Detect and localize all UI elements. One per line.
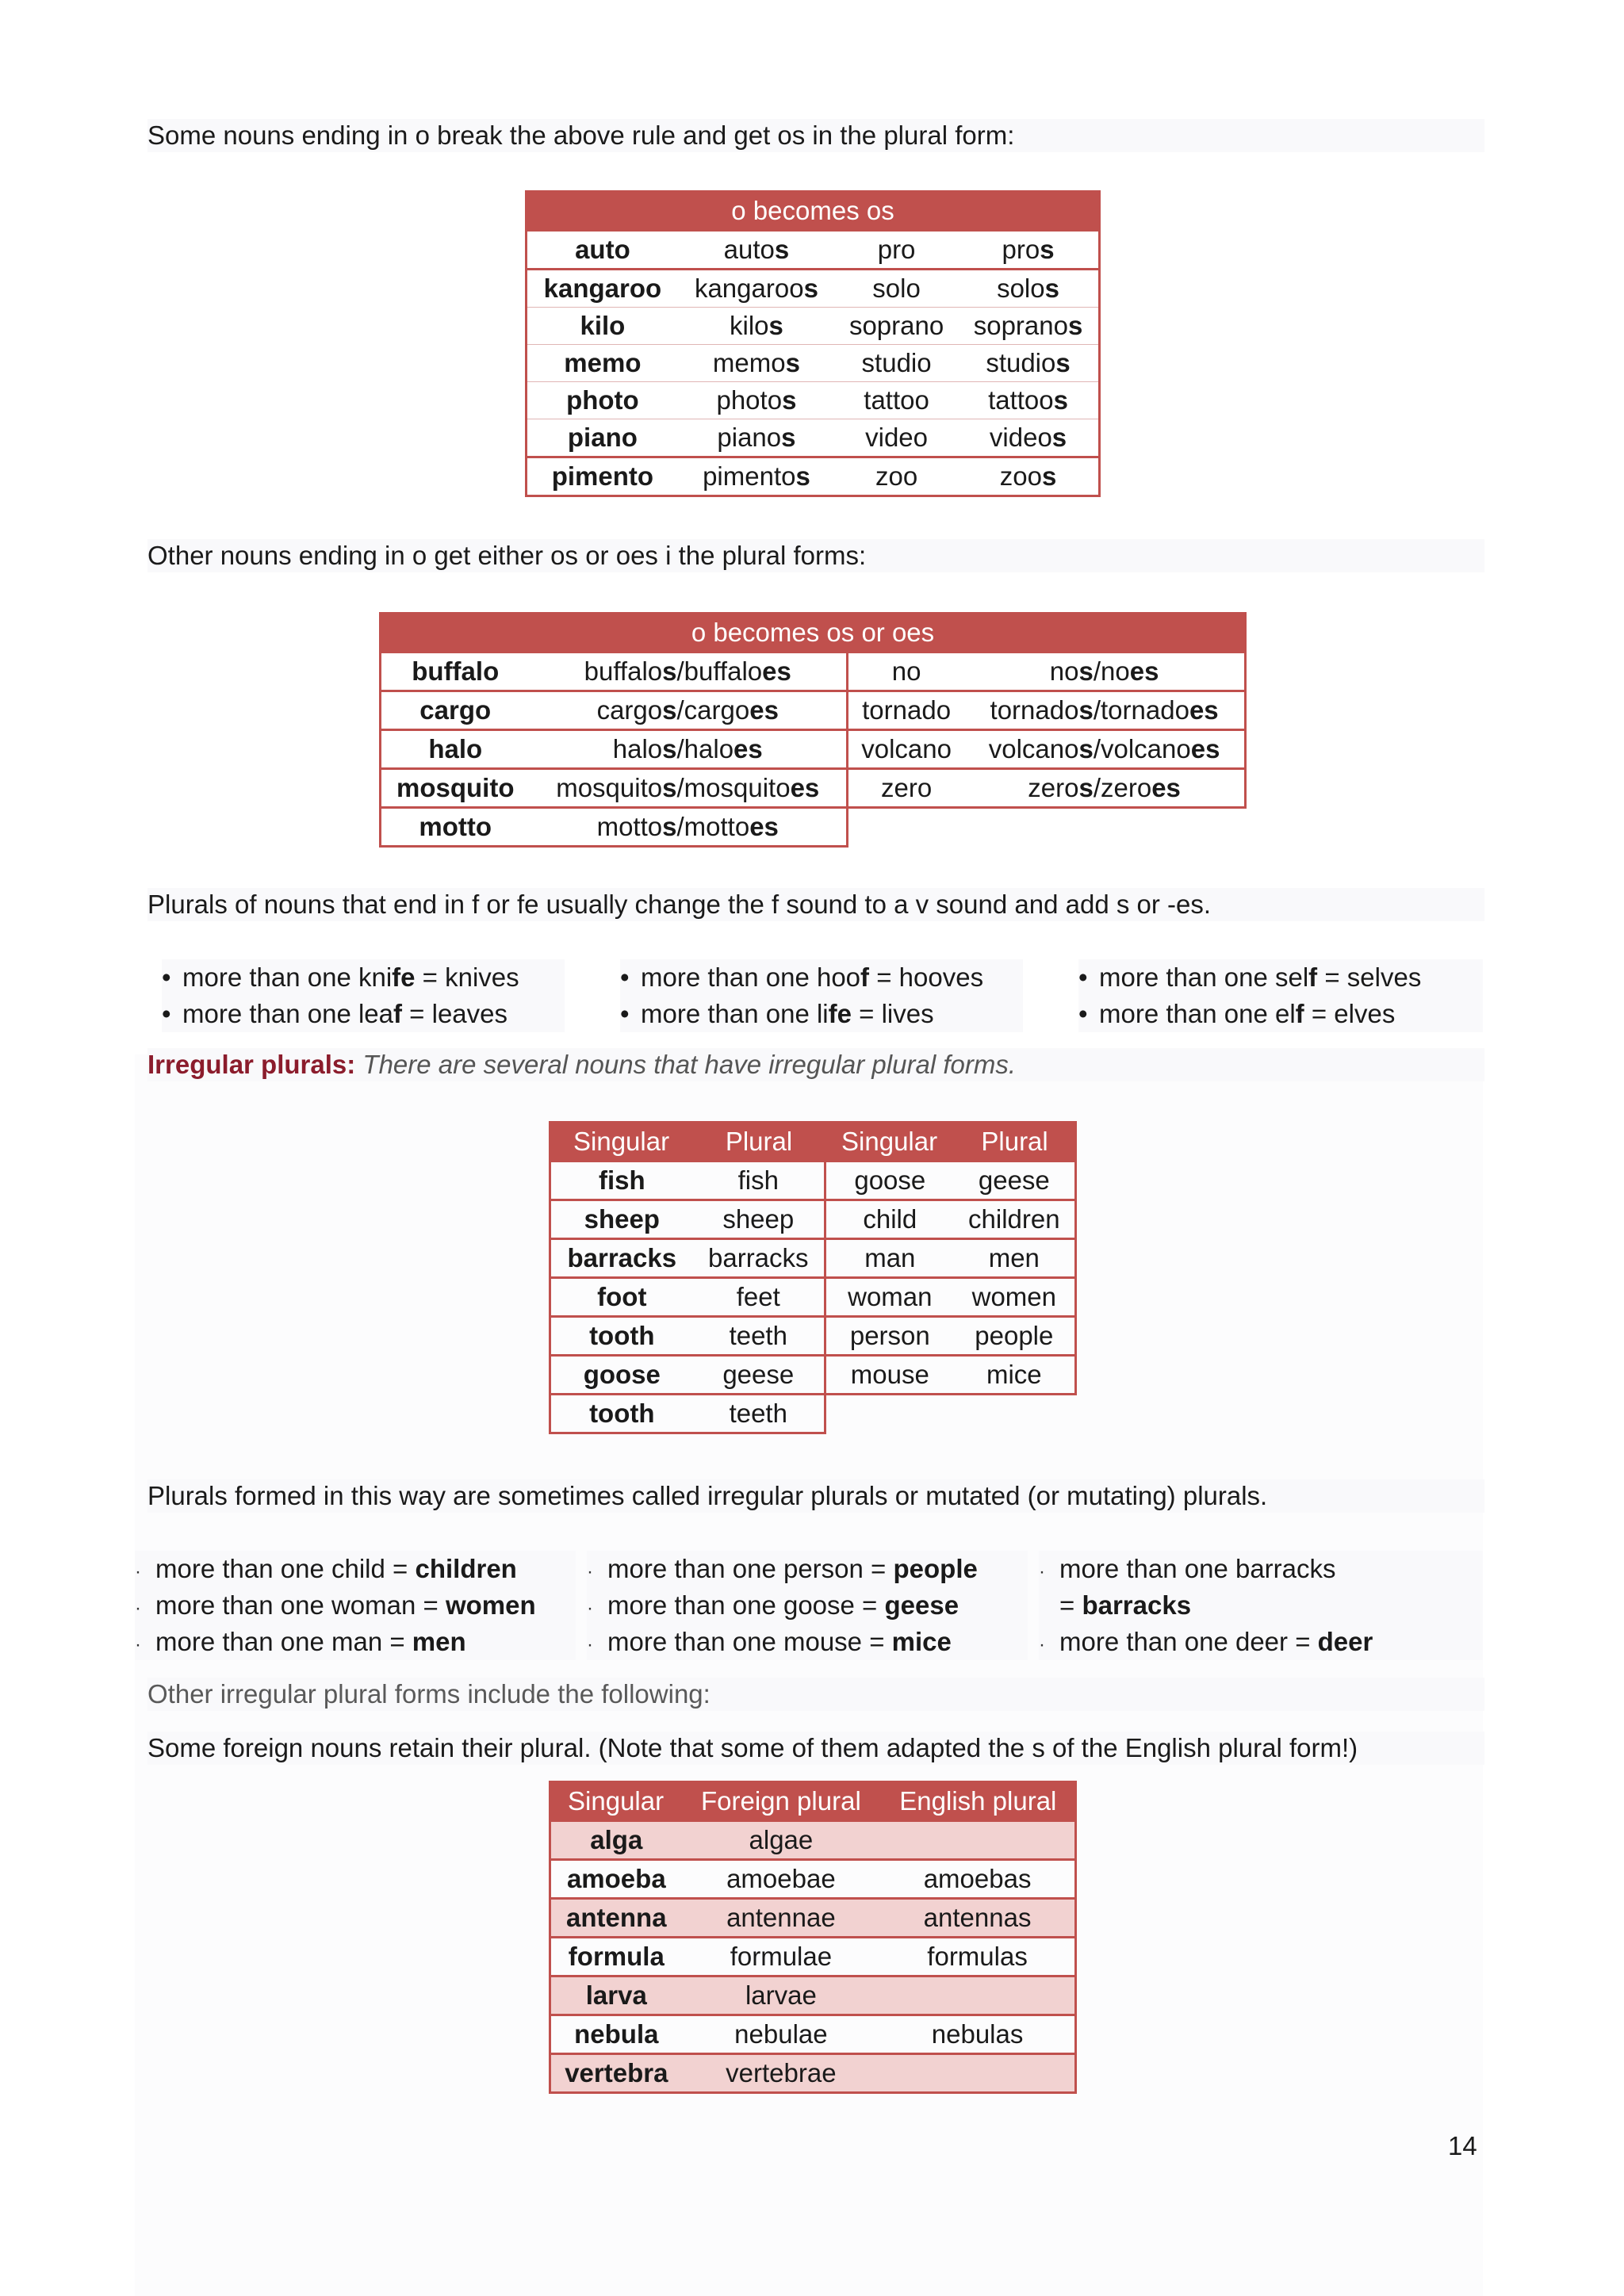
- plural-stem: soprano: [973, 311, 1068, 340]
- plural-ending: s: [1040, 235, 1055, 264]
- foreign-plural-cell: antennae: [682, 1899, 881, 1938]
- bullet-list-f-col3: [1078, 959, 1483, 1032]
- table-row: [550, 1239, 1076, 1278]
- table-row: [550, 1938, 1076, 1976]
- plural-ending: s: [662, 773, 677, 802]
- plural-cell: [529, 769, 847, 808]
- plural-stem: pro: [1002, 235, 1040, 264]
- plural-cell: geese: [954, 1161, 1076, 1200]
- plural-stem: halo: [612, 734, 663, 763]
- table-row: [550, 1860, 1076, 1899]
- singular-cell: buffalo: [381, 652, 530, 691]
- table-row: [381, 769, 1246, 808]
- plural-stem: tornado: [1101, 695, 1189, 725]
- plural-cell: [964, 769, 1245, 808]
- plural-cell: teeth: [693, 1317, 825, 1356]
- plural-cell: children: [954, 1200, 1076, 1239]
- singular-cell: child: [825, 1200, 953, 1239]
- plural-stem: tornado: [990, 695, 1079, 725]
- paragraph-mutated: Plurals formed in this way are sometimes called irregular plurals or mutated (or mutating) plurals.: [147, 1479, 1484, 1513]
- plural-cell: barracks: [693, 1239, 825, 1278]
- list-item: · more than one barracks: [1039, 1554, 1336, 1583]
- bullet-list-f-col1: [162, 959, 565, 1032]
- table-row: [550, 1395, 1076, 1433]
- plural-cell: [964, 691, 1245, 730]
- plural-ending: s: [662, 695, 677, 725]
- singular-cell: foot: [550, 1278, 693, 1317]
- column-header: Plural: [954, 1123, 1076, 1161]
- plural-cell: [958, 382, 1099, 419]
- plural-ending: es: [1151, 773, 1181, 802]
- irregular-plurals-heading: [147, 1048, 1484, 1081]
- plural-stem: tattoo: [988, 385, 1054, 415]
- singular-cell: volcano: [848, 730, 965, 769]
- plural-ending: es: [1190, 734, 1220, 763]
- plural-separator: /: [1093, 734, 1101, 763]
- singular-cell: pimento: [527, 457, 678, 496]
- plural-stem: mosquito: [684, 773, 791, 802]
- table-row: [381, 808, 1246, 847]
- plural-ending: s: [662, 734, 677, 763]
- table-o-becomes-os-or-oes: [379, 612, 1247, 848]
- singular-cell: formula: [550, 1938, 682, 1976]
- plural-separator: /: [1093, 773, 1101, 802]
- table-row: [527, 345, 1100, 382]
- plural-stem: volcano: [988, 734, 1079, 763]
- singular-cell: kangaroo: [527, 270, 678, 308]
- plural-ending: es: [749, 812, 779, 841]
- table-row: [550, 1899, 1076, 1938]
- singular-cell: piano: [527, 419, 678, 457]
- plural-ending: es: [1189, 695, 1219, 725]
- plural-separator: /: [676, 812, 684, 841]
- plural-cell: [958, 270, 1099, 308]
- table-row: [527, 270, 1100, 308]
- plural-cell: [678, 419, 835, 457]
- singular-cell: tooth: [550, 1395, 693, 1433]
- foreign-plural-cell: nebulae: [682, 2015, 881, 2054]
- singular-cell: antenna: [550, 1899, 682, 1938]
- plural-separator: /: [676, 773, 684, 802]
- singular-cell: goose: [550, 1356, 693, 1395]
- list-item: · more than one man = men: [135, 1627, 466, 1656]
- plural-cell: men: [954, 1239, 1076, 1278]
- plural-stem: volcano: [1101, 734, 1191, 763]
- list-item: • more than one leaf = leaves: [162, 999, 508, 1028]
- plural-cell: [958, 457, 1099, 496]
- foreign-plural-cell: amoebae: [682, 1860, 881, 1899]
- plural-ending: s: [1067, 311, 1083, 340]
- table-row: [527, 457, 1100, 496]
- plural-stem: kangaroo: [694, 274, 804, 303]
- plural-ending: s: [803, 274, 818, 303]
- singular-cell: man: [825, 1239, 953, 1278]
- page-number: 14: [1448, 2131, 1477, 2160]
- list-item: · more than one child = children: [135, 1554, 517, 1583]
- plural-cell: teeth: [693, 1395, 825, 1433]
- table-foreign-plurals: [549, 1781, 1077, 2094]
- singular-cell: barracks: [550, 1239, 693, 1278]
- singular-cell: alga: [550, 1821, 682, 1860]
- plural-stem: zoo: [999, 461, 1042, 491]
- plural-separator: /: [676, 734, 684, 763]
- plural-stem: photo: [716, 385, 783, 415]
- plural-cell: [958, 419, 1099, 457]
- english-plural-cell: antennas: [880, 1899, 1075, 1938]
- plural-cell: [678, 457, 835, 496]
- table-row: [550, 1200, 1076, 1239]
- singular-cell: zoo: [835, 457, 958, 496]
- plural-ending: s: [1078, 734, 1094, 763]
- plural-stem: kilo: [730, 311, 769, 340]
- plural-cell: sheep: [693, 1200, 825, 1239]
- plural-stem: video: [989, 423, 1052, 452]
- plural-ending: s: [1053, 385, 1068, 415]
- empty-cell: [825, 1395, 953, 1433]
- plural-ending: s: [785, 348, 800, 377]
- plural-separator: /: [676, 656, 684, 686]
- list-item: • more than one elf = elves: [1078, 999, 1396, 1028]
- bullet-list-mutated-col3: [1039, 1551, 1483, 1660]
- plural-stem: cargo: [684, 695, 750, 725]
- singular-cell: tattoo: [835, 382, 958, 419]
- table-row: [381, 652, 1246, 691]
- singular-cell: solo: [835, 270, 958, 308]
- plural-stem: motto: [684, 812, 750, 841]
- singular-cell: tooth: [550, 1317, 693, 1356]
- foreign-plural-cell: vertebrae: [682, 2054, 881, 2093]
- singular-cell: sheep: [550, 1200, 693, 1239]
- plural-cell: [529, 808, 847, 847]
- plural-ending: s: [1078, 656, 1094, 686]
- plural-stem: no: [1049, 656, 1079, 686]
- singular-cell: halo: [381, 730, 530, 769]
- irregular-label: Irregular plurals:: [147, 1050, 356, 1079]
- singular-cell: woman: [825, 1278, 953, 1317]
- singular-cell: larva: [550, 1976, 682, 2015]
- singular-cell: auto: [527, 231, 678, 270]
- plural-cell: people: [954, 1317, 1076, 1356]
- list-item: · more than one woman = women: [135, 1590, 536, 1620]
- list-item: • more than one self = selves: [1078, 962, 1422, 992]
- table-row: [381, 730, 1246, 769]
- plural-cell: mice: [954, 1356, 1076, 1395]
- plural-cell: [678, 270, 835, 308]
- singular-cell: zero: [848, 769, 965, 808]
- plural-ending: es: [762, 656, 791, 686]
- plural-cell: [678, 345, 835, 382]
- singular-cell: photo: [527, 382, 678, 419]
- singular-cell: amoeba: [550, 1860, 682, 1899]
- plural-stem: buffalo: [584, 656, 663, 686]
- plural-ending: es: [749, 695, 779, 725]
- plural-ending: s: [768, 311, 783, 340]
- singular-cell: motto: [381, 808, 530, 847]
- list-item: · more than one mouse = mice: [587, 1627, 952, 1656]
- intro-paragraph-3: Plurals of nouns that end in f or fe usually change the f sound to a v sound and add s or -es.: [147, 888, 1484, 921]
- bullet-list-mutated-col2: [587, 1551, 1028, 1660]
- plural-cell: feet: [693, 1278, 825, 1317]
- plural-stem: auto: [723, 235, 775, 264]
- plural-cell: [529, 652, 847, 691]
- singular-cell: tornado: [848, 691, 965, 730]
- table-row: [550, 1278, 1076, 1317]
- table-header: o becomes os or oes: [381, 614, 1246, 652]
- plural-cell: [958, 345, 1099, 382]
- plural-cell: [964, 730, 1245, 769]
- singular-cell: studio: [835, 345, 958, 382]
- table-row: [550, 1356, 1076, 1395]
- empty-cell: [964, 808, 1245, 847]
- table-irregular-plurals: [549, 1121, 1077, 1434]
- plural-ending: es: [790, 773, 820, 802]
- english-plural-cell: [880, 2054, 1075, 2093]
- plural-ending: s: [1055, 348, 1071, 377]
- plural-stem: memo: [712, 348, 786, 377]
- table-row: [527, 231, 1100, 270]
- plural-cell: geese: [693, 1356, 825, 1395]
- singular-cell: cargo: [381, 691, 530, 730]
- singular-cell: video: [835, 419, 958, 457]
- table-row: [527, 382, 1100, 419]
- table-o-becomes-os: [525, 190, 1101, 497]
- singular-cell: person: [825, 1317, 953, 1356]
- foreign-plural-cell: formulae: [682, 1938, 881, 1976]
- plural-stem: halo: [684, 734, 734, 763]
- column-header: Singular: [550, 1123, 693, 1161]
- table-row: [550, 1317, 1076, 1356]
- plural-cell: [529, 691, 847, 730]
- plural-ending: s: [795, 461, 810, 491]
- foreign-plural-cell: larvae: [682, 1976, 881, 2015]
- singular-cell: nebula: [550, 2015, 682, 2054]
- plural-cell: fish: [693, 1161, 825, 1200]
- plural-separator: /: [1093, 656, 1101, 686]
- list-item: • more than one hoof = hooves: [620, 962, 984, 992]
- plural-ending: s: [774, 235, 790, 264]
- intro-paragraph-1: Some nouns ending in o break the above rule and get os in the plural form:: [147, 119, 1484, 152]
- singular-cell: pro: [835, 231, 958, 270]
- singular-cell: no: [848, 652, 965, 691]
- foreign-plural-cell: algae: [682, 1821, 881, 1860]
- plural-stem: zero: [1101, 773, 1152, 802]
- plural-ending: s: [1051, 423, 1067, 452]
- bullet-list-mutated-col1: [135, 1551, 576, 1660]
- english-plural-cell: [880, 1976, 1075, 2015]
- table-row: [527, 419, 1100, 457]
- plural-cell: [678, 308, 835, 345]
- singular-cell: vertebra: [550, 2054, 682, 2093]
- singular-cell: soprano: [835, 308, 958, 345]
- plural-cell: women: [954, 1278, 1076, 1317]
- list-item: · more than one goose = geese: [587, 1590, 959, 1620]
- plural-ending: s: [1078, 773, 1094, 802]
- bullet-list-f-col2: [620, 959, 1023, 1032]
- plural-cell: [678, 382, 835, 419]
- table-row: [527, 308, 1100, 345]
- column-header: English plural: [880, 1782, 1075, 1821]
- plural-stem: mosquito: [556, 773, 663, 802]
- list-item: • more than one life = lives: [620, 999, 934, 1028]
- singular-cell: goose: [825, 1161, 953, 1200]
- plural-cell: [958, 308, 1099, 345]
- column-header: Foreign plural: [682, 1782, 881, 1821]
- table-row: [381, 691, 1246, 730]
- plural-stem: solo: [997, 274, 1045, 303]
- english-plural-cell: formulas: [880, 1938, 1075, 1976]
- singular-cell: kilo: [527, 308, 678, 345]
- singular-cell: fish: [550, 1161, 693, 1200]
- paragraph-other-irregular: Other irregular plural forms include the following:: [147, 1678, 1484, 1711]
- singular-cell: memo: [527, 345, 678, 382]
- plural-stem: motto: [596, 812, 663, 841]
- plural-cell: [529, 730, 847, 769]
- plural-ending: es: [733, 734, 763, 763]
- plural-ending: s: [1078, 695, 1094, 725]
- table-row: [550, 2054, 1076, 2093]
- plural-stem: cargo: [596, 695, 663, 725]
- table-row: [550, 1161, 1076, 1200]
- paragraph-foreign: Some foreign nouns retain their plural. (Note that some of them adapted the s of the English plural form!): [147, 1732, 1484, 1765]
- column-header: Singular: [825, 1123, 953, 1161]
- plural-separator: /: [676, 695, 684, 725]
- empty-cell: [848, 808, 965, 847]
- plural-cell: [958, 231, 1099, 270]
- english-plural-cell: nebulas: [880, 2015, 1075, 2054]
- plural-ending: s: [781, 423, 796, 452]
- plural-stem: buffalo: [684, 656, 763, 686]
- table-row: [550, 2015, 1076, 2054]
- plural-ending: s: [1041, 461, 1057, 491]
- plural-cell: [964, 652, 1245, 691]
- plural-ending: s: [1044, 274, 1059, 303]
- singular-cell: mosquito: [381, 769, 530, 808]
- list-item: · more than one person = people: [587, 1554, 978, 1583]
- plural-ending: es: [1129, 656, 1159, 686]
- table-row: [550, 1821, 1076, 1860]
- list-item: • more than one knife = knives: [162, 962, 519, 992]
- list-item: · more than one deer = deer: [1039, 1627, 1373, 1656]
- plural-stem: studio: [986, 348, 1056, 377]
- irregular-text: There are several nouns that have irregular plural forms.: [355, 1050, 1016, 1079]
- plural-ending: s: [662, 812, 677, 841]
- list-item: = barracks: [1059, 1590, 1192, 1620]
- plural-stem: piano: [717, 423, 782, 452]
- column-header: Plural: [693, 1123, 825, 1161]
- intro-paragraph-2: Other nouns ending in o get either os or oes i the plural forms:: [147, 539, 1484, 572]
- plural-stem: no: [1101, 656, 1130, 686]
- plural-separator: /: [1093, 695, 1101, 725]
- empty-cell: [954, 1395, 1076, 1433]
- english-plural-cell: amoebas: [880, 1860, 1075, 1899]
- column-header: Singular: [550, 1782, 682, 1821]
- table-row: [550, 1976, 1076, 2015]
- plural-ending: s: [662, 656, 677, 686]
- singular-cell: mouse: [825, 1356, 953, 1395]
- plural-stem: pimento: [703, 461, 796, 491]
- plural-ending: s: [782, 385, 797, 415]
- english-plural-cell: [880, 1821, 1075, 1860]
- plural-cell: [678, 231, 835, 270]
- table-header: o becomes os: [527, 192, 1100, 231]
- plural-stem: zero: [1028, 773, 1079, 802]
